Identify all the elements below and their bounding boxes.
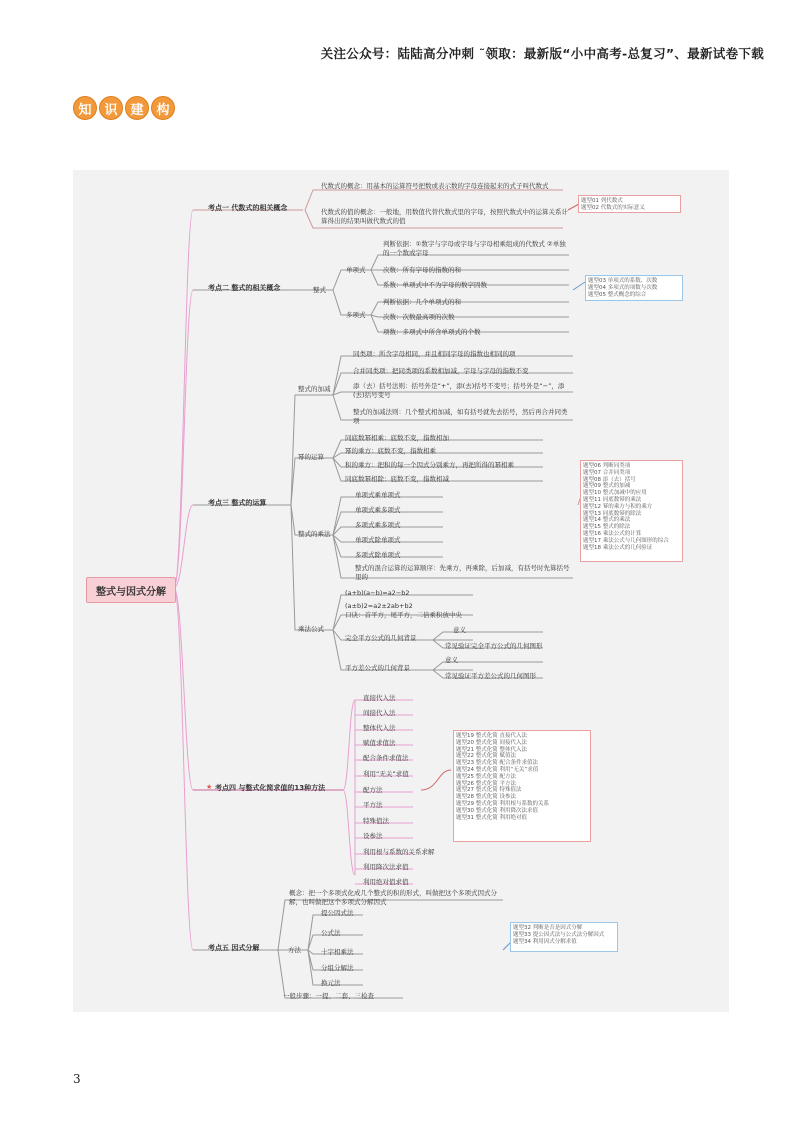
k3-question-types: 题型06 判断同类项 题型07 合并同类项 题型08 添（去）括号 题型09 整式的加减 题型10 整式加减中的应用 题型11 同底数幂的乘法 题型12 幂的乘方与积的乘方 题型13 同底数幂的除法 题型14 整式的乘法 题型15 整式的除法 题型16 乘法公式的计算 题型17 乘法公式与几何图形的综合 题型18 乘法公式的几何验证 bbox=[580, 460, 683, 562]
k1-question-types: 题型01 列代数式 题型02 代数式的实际意义 bbox=[578, 195, 681, 213]
section-badge bbox=[73, 96, 175, 120]
k3-square-figures: 常见验证完全平方公式的几何图形 bbox=[445, 642, 543, 650]
k3-mixed-order: 整式的混合运算的运算顺序：先乘方，再乘除，后加减，有括号时先算括号里的 bbox=[355, 564, 570, 581]
k5-method: 提公因式法 bbox=[321, 909, 354, 917]
k3-square-geo: 完全平方公式的几何背景 bbox=[345, 634, 417, 642]
k3-diff-geo: 平方差公式的几何背景 bbox=[345, 664, 410, 672]
k1-concept: 代数式的概念：用基本的运算符号把数或表示数的字母连接起来的式子叫代数式 bbox=[321, 182, 549, 190]
k3-gongshi: 乘法公式 bbox=[298, 625, 324, 633]
k2-zhengshi: 整式 bbox=[313, 286, 326, 294]
mind-map bbox=[73, 170, 729, 1012]
k4-method: 设参法 bbox=[363, 832, 383, 840]
mind-map-root: 整式与因式分解 bbox=[86, 577, 176, 603]
k4-method: 赋值求值法 bbox=[363, 739, 396, 747]
k4-question-types: 题型19 整式化简 直接代入法 题型20 整式化简 间接代入法 题型21 整式化简 整体代入法 题型22 整式化简 赋值法 题型23 整式化简 配合条件求值法 题型24 整式化简 利用“无关”求值 题型25 整式化简 配方法 题型26 整式化简 平方法 题型27 整式化简 特殊值法 题型28 整式化简 设参法 题型29 整式化简 利用根与系数的关系 题型30 整式化简 利用降次法求值 题型31 整式化简 利用绝对值 bbox=[453, 730, 591, 842]
topic-k5-title: 考点五 因式分解 bbox=[208, 944, 260, 952]
k3-square-meaning: 意义 bbox=[453, 626, 466, 634]
k3-power-mult: 同底数幂相乘：底数不变，指数相加 bbox=[345, 434, 449, 442]
k2-mono-coefficient: 系数：单项式中不为字母的数字因数 bbox=[383, 281, 487, 289]
k2-duoxiangshi: 多项式 bbox=[346, 311, 366, 319]
k2-poly-degree: 次数：次数最高项的次数 bbox=[383, 313, 455, 321]
k5-question-types: 题型32 判断是否是因式分解 题型33 提公因式法与公式法分解因式 题型34 利用因式分解求值 bbox=[510, 922, 618, 952]
topic-k4-title: 考点四 与整式化简求值的13种方法 bbox=[215, 784, 326, 792]
k3-poly-poly: 多项式乘多项式 bbox=[355, 521, 401, 529]
badge-char: 识 bbox=[99, 96, 123, 120]
k3-diff-meaning: 意义 bbox=[445, 656, 458, 664]
k3-diff-figures: 常见验证平方差公式的几何图形 bbox=[445, 672, 536, 680]
k3-mnemonic: 口诀：首平方，尾平方，二倍乘积放中央 bbox=[345, 611, 462, 619]
k2-poly-terms: 项数：多项式中所含单项式的个数 bbox=[383, 328, 481, 336]
k2-danxiangshi: 单项式 bbox=[346, 266, 366, 274]
k3-mi: 幂的运算 bbox=[298, 453, 324, 461]
k2-poly-criterion: 判断依据：几个单项式的和 bbox=[383, 298, 461, 306]
k3-chengfa: 整式的乘法 bbox=[298, 530, 331, 538]
k5-method: 换元法 bbox=[321, 979, 341, 987]
k4-method: 直接代入法 bbox=[363, 694, 396, 702]
k5-fangfa: 方法 bbox=[288, 946, 301, 954]
k4-method: 配合条件求值法 bbox=[363, 754, 409, 762]
k4-method: 利用根与系数的关系求解 bbox=[363, 848, 435, 856]
topic-k3-title: 考点三 整式的运算 bbox=[208, 499, 267, 507]
k5-concept: 概念：把一个多项式化成几个整式的积的形式，叫做把这个多项式因式分解，也叫做把这个多项式分解因式 bbox=[289, 889, 497, 906]
badge-char: 建 bbox=[125, 96, 149, 120]
k3-product-power: 积的乘方：把积的每一个因式分别乘方，再把所得的幂相乘 bbox=[345, 461, 514, 469]
k3-addsub-rule: 整式的加减法则：几个整式相加减，如有括号就先去括号，然后再合并同类项 bbox=[353, 408, 568, 425]
k2-mono-criterion: 判断依据：①数字与字母或字母与字母相乘组成的代数式 ②单独的一个数或字母 bbox=[383, 240, 566, 257]
k1-value: 代数式的值的概念：一般地，用数值代替代数式里的字母，按照代数式中的运算关系计算得出的结果叫做代数式的值 bbox=[321, 208, 568, 225]
page-number: 3 bbox=[73, 1072, 81, 1086]
k4-method: 利用“无关”求值 bbox=[363, 770, 409, 778]
k3-combine: 合并同类项：把同类项的系数相加减，字母与字母的指数不变 bbox=[353, 367, 529, 375]
k3-power-div: 同底数幂相除：底数不变，指数相减 bbox=[345, 475, 449, 483]
k3-power-power: 幂的乘方：底数不变，指数相乘 bbox=[345, 447, 436, 455]
k4-method: 特殊值法 bbox=[363, 817, 389, 825]
k3-perfect-square: (a±b)2=a2±2ab+b2 bbox=[345, 602, 413, 610]
k5-method: 分组分解法 bbox=[321, 964, 354, 972]
badge-char: 知 bbox=[73, 96, 97, 120]
k3-mono-poly: 单项式乘多项式 bbox=[355, 506, 401, 514]
topic-k1-title: 考点一 代数式的相关概念 bbox=[208, 204, 288, 212]
k4-method: 间接代入法 bbox=[363, 709, 396, 717]
k3-mono-mono: 单项式乘单项式 bbox=[355, 491, 401, 499]
k2-question-types: 题型03 单项式的系数、次数 题型04 多项式的项数与次数 题型05 整式概念的综合 bbox=[585, 275, 683, 301]
k3-mono-div: 单项式除单项式 bbox=[355, 536, 401, 544]
k3-brackets: 添（去）括号法则：括号外是“+”，添(去)括号不变号；括号外是“−”，添(去)括号变号 bbox=[353, 382, 565, 399]
k4-method: 利用降次法求值 bbox=[363, 863, 409, 871]
k4-method: 整体代入法 bbox=[363, 724, 396, 732]
k5-method: 十字相乘法 bbox=[321, 948, 354, 956]
star-icon: ★ bbox=[206, 783, 213, 791]
k4-method: 利用绝对值求值 bbox=[363, 878, 409, 886]
k4-method: 配方法 bbox=[363, 786, 383, 794]
k3-like-terms: 同类项：所含字母相同，并且相同字母的指数也相同的项 bbox=[353, 350, 516, 358]
k5-steps: 一般步骤：一提、二套、三检查 bbox=[283, 992, 374, 1000]
k4-method: 平方法 bbox=[363, 801, 383, 809]
page-header: 关注公众号：陆陆高分冲刺 ˜领取：最新版“小中高考-总复习”、最新试卷下载 bbox=[320, 46, 764, 61]
badge-char: 构 bbox=[151, 96, 175, 120]
k3-diff-squares: (a+b)(a−b)=a2−b2 bbox=[345, 589, 410, 597]
k3-jiajian: 整式的加减 bbox=[298, 385, 331, 393]
topic-k2-title: 考点二 整式的相关概念 bbox=[208, 284, 281, 292]
k2-mono-degree: 次数：所有字母的指数的和 bbox=[383, 266, 461, 274]
k3-poly-div: 多项式除单项式 bbox=[355, 551, 401, 559]
k5-method: 公式法 bbox=[321, 929, 341, 937]
